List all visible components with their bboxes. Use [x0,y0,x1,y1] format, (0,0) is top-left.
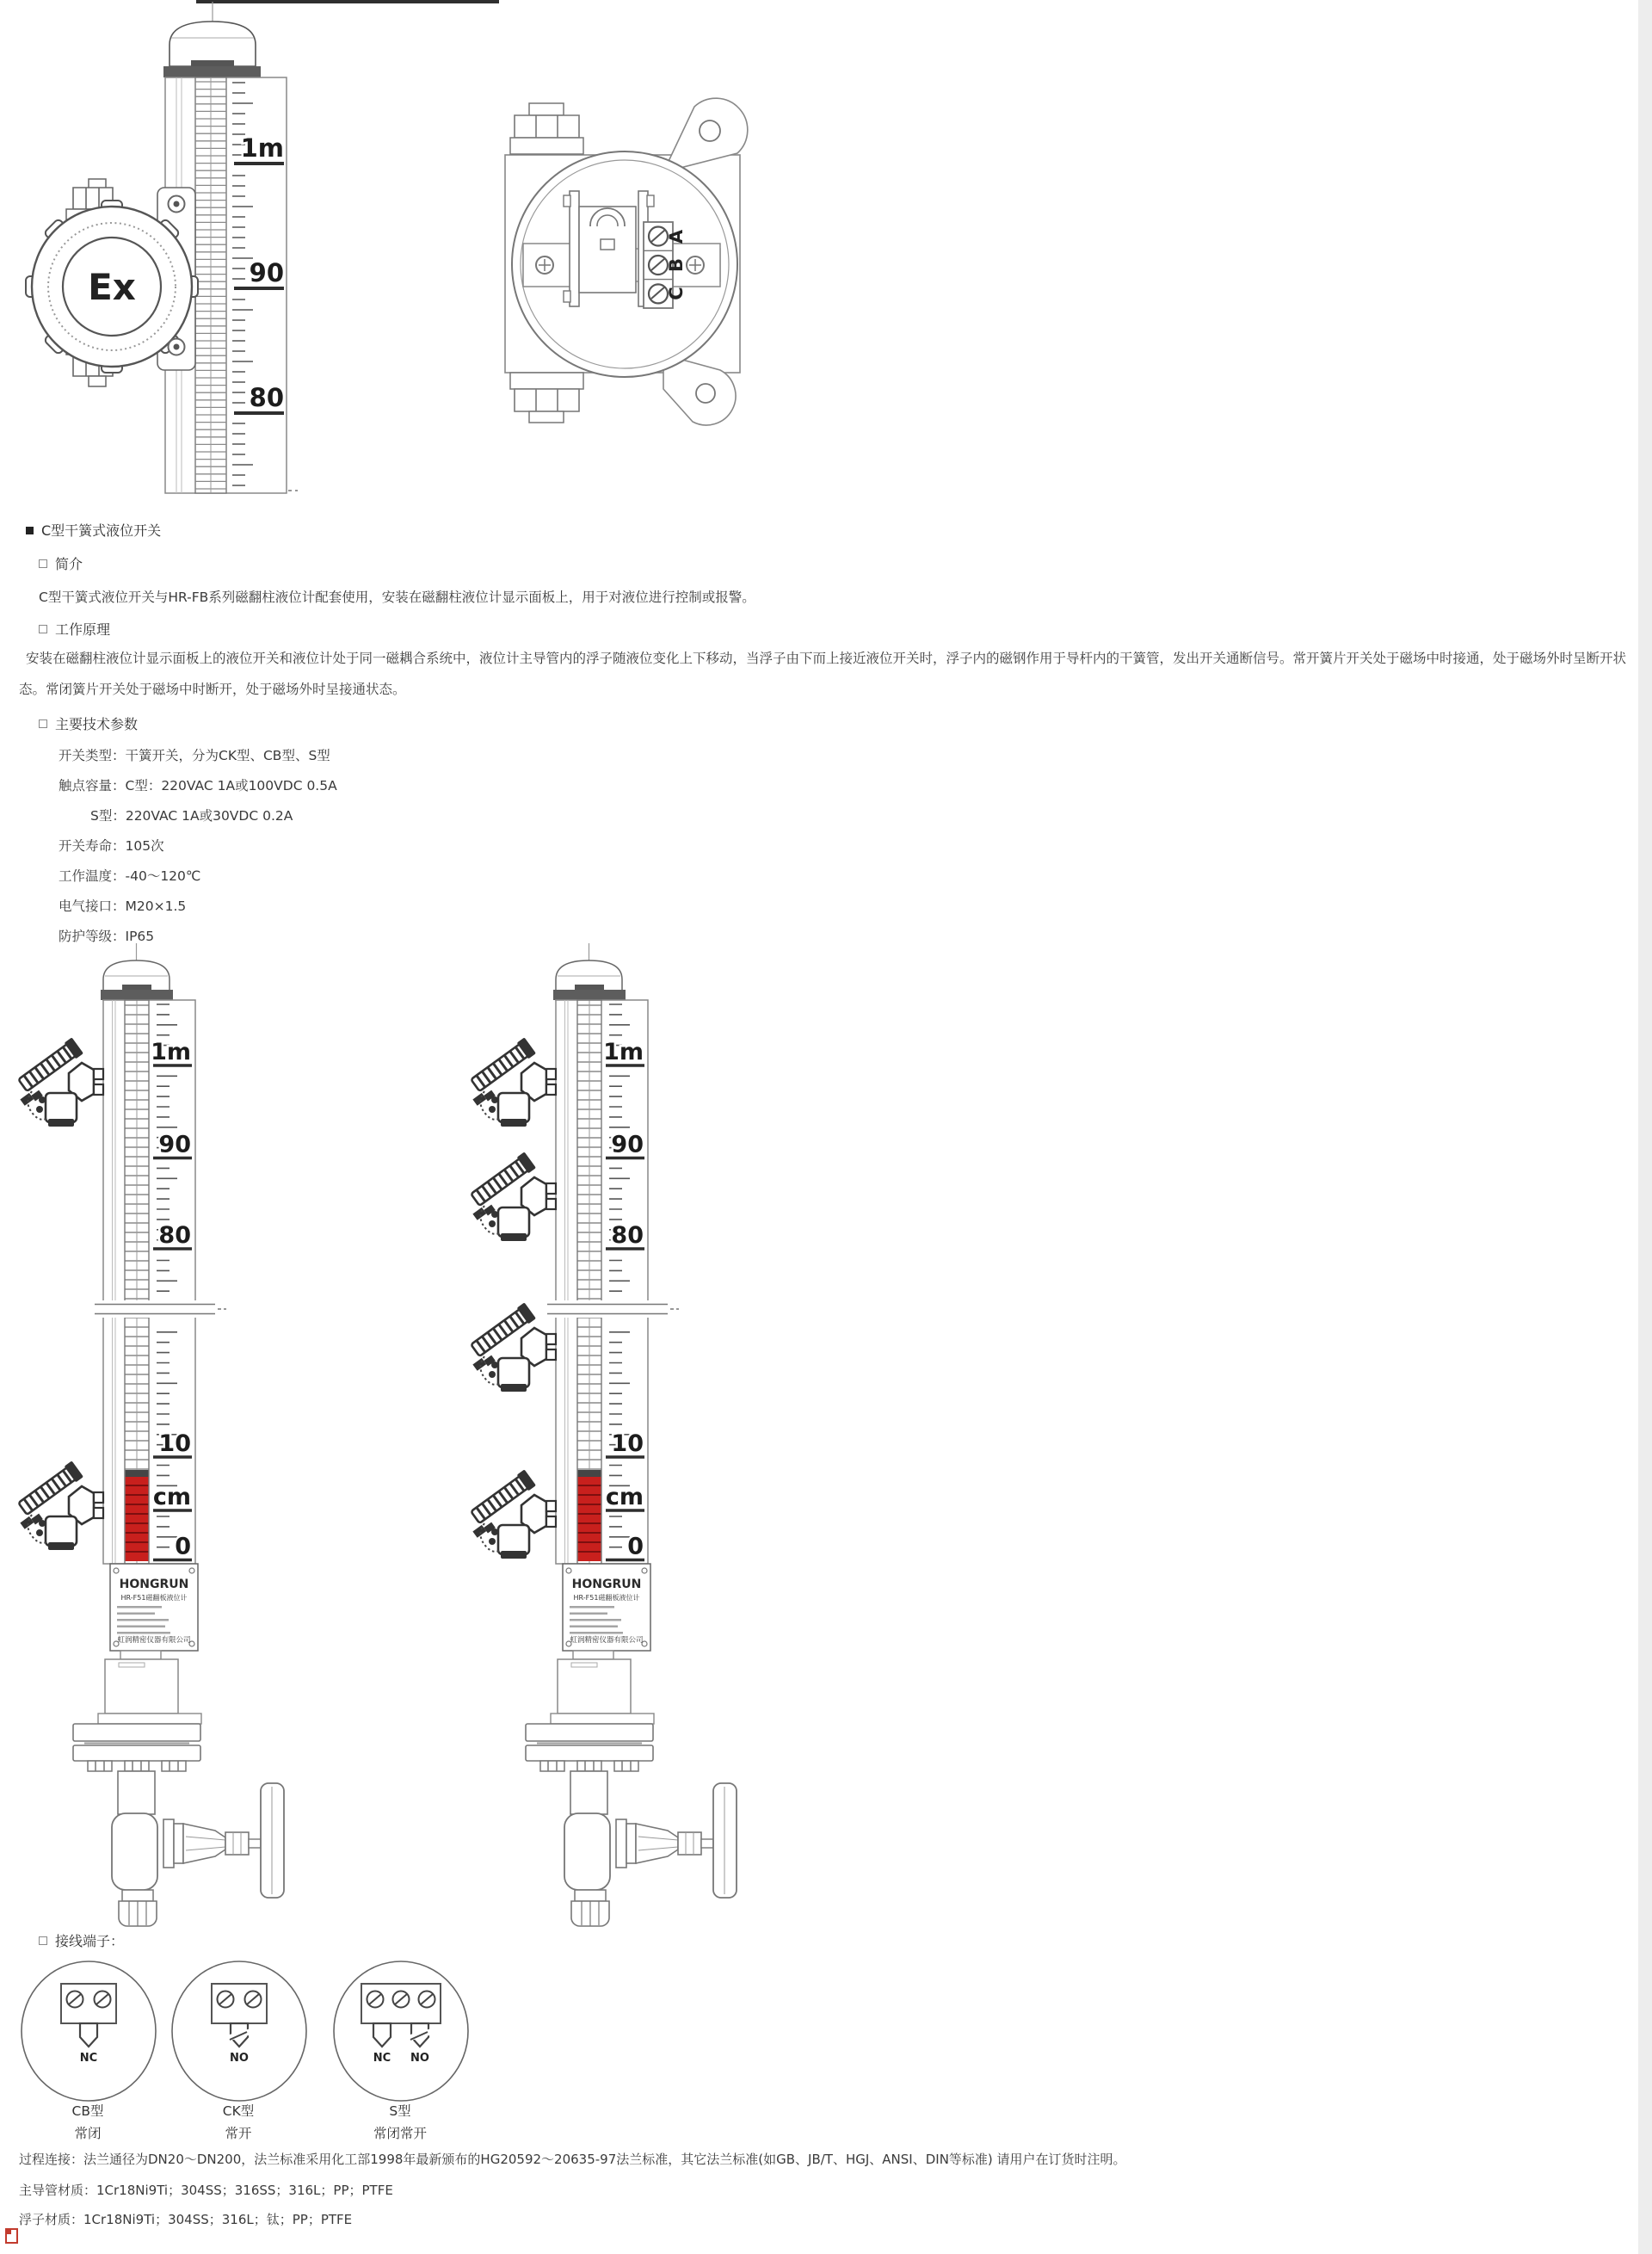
solid-bullet-icon [26,527,34,534]
principle-heading-label: 工作原理 [55,621,111,638]
scale-label: 0 [627,1533,644,1560]
terminal-diagram-s [332,1960,470,2103]
footer-process-connection: 过程连接：法兰通径为DN20～DN200，法兰标准采用化工部1998年最新颁布的HG20592～20635-97法兰标准，其它法兰标准(如GB、JB/T、HGJ、ANSI、DIN等标准) 请用户在订货时注明。 [19,2152,1126,2167]
terminals-heading-label: 接线端子： [55,1933,125,1949]
ex-label: Ex [88,266,136,308]
mount-ear-hole [700,120,720,141]
pin-label-no: NO [230,2052,249,2065]
terminal-state-cb: 常闭 [74,2126,102,2141]
footer-tube-material: 主导管材质：1Cr18Ni9Ti；304SS；316SS；316L；PP；PTFE [19,2183,393,2198]
gauge-with-ex-switch-drawing [7,0,299,534]
param-electrical-interface: 电气接口：M20×1.5 [59,899,187,914]
nameplate-company: 虹润精密仪器有限公司 [570,1636,644,1645]
principle-heading [39,619,110,639]
nameplate-company: 虹润精密仪器有限公司 [117,1636,191,1645]
pin-label-no: NO [410,2052,429,2065]
terminal-type-ck: CK型 [222,2103,255,2119]
param-switch-type: 开关类型：干簧开关，分为CK型、CB型、S型 [59,748,330,763]
hollow-bullet-icon [39,719,47,728]
c-type-switch-device [461,1302,556,1392]
terminal-type-s: S型 [389,2103,411,2119]
terminal-label-c: C [666,287,687,300]
nameplate-brand: HONGRUN [119,1578,189,1591]
scale-label: 10 [158,1430,191,1457]
drain-valve [564,1771,737,1926]
scale-label: 90 [158,1131,191,1158]
params-heading [39,713,138,733]
level-gauge-drawing-right [474,940,758,1930]
terminal-diagram-cb [20,1960,157,2103]
scale-label-90: 90 [249,258,284,287]
page-edge-strip [1638,0,1652,2254]
c-type-switch-device [9,1037,103,1127]
hollow-bullet-icon [39,559,47,568]
section-title [26,520,161,540]
switch-housing-open-drawing [503,43,761,430]
param-contact-rating-s: S型：220VAC 1A或30VDC 0.2A [90,808,293,824]
level-gauge-drawing-left [22,940,305,1930]
scale-label: 0 [175,1533,191,1560]
scale-label: cm [152,1484,191,1510]
terminal-label-a: A [666,229,687,244]
scale-label: 90 [611,1131,644,1158]
nameplate-model: HR-F51磁翻板液位计 [120,1594,188,1602]
nameplate-model: HR-F51磁翻板液位计 [573,1594,640,1602]
nameplate-brand: HONGRUN [571,1578,642,1591]
param-protection-class: 防护等级：IP65 [59,929,155,944]
param-working-temperature: 工作温度：-40～120℃ [59,868,201,884]
intro-heading-label: 简介 [55,556,83,572]
hollow-bullet-icon [39,625,47,633]
scale-label: 1m [151,1039,191,1065]
flange [526,1724,653,1771]
param-contact-rating-c: 触点容量：C型：220VAC 1A或100VDC 0.5A [59,778,337,794]
params-heading-label: 主要技术参数 [55,716,139,732]
hollow-bullet-icon [39,1936,47,1945]
scale-label-80: 80 [249,383,284,412]
terminal-type-cb: CB型 [71,2103,104,2119]
nameplate [110,1564,198,1651]
c-type-switch-device [461,1469,556,1559]
terminal-label-b: B [666,257,687,273]
param-switch-life: 开关寿命：105次 [59,838,164,854]
broken-image-icon [5,2228,18,2244]
terminals-heading [39,1930,124,1950]
c-type-switch-device [461,1152,556,1241]
c-type-switch-device [9,1460,103,1550]
intro-text: C型干簧式液位开关与HR-FB系列磁翻柱液位计配套使用，安装在磁翻柱液位计显示面板上，用于对液位进行控制或报警。 [39,590,755,605]
pin-label-nc: NC [79,2052,98,2065]
terminal-state-s: 常闭常开 [373,2126,427,2141]
scale-label: 80 [611,1222,644,1249]
principle-text: 安装在磁翻柱液位计显示面板上的液位开关和液位计处于同一磁耦合系统中，液位计主导管内的浮子随液位变化上下移动，当浮子由下而上接近液位开关时，浮子内的磁钢作用于导杆内的干簧管，发出开关通断信号。常开簧片开关处于磁场中时接通，处于磁场外时呈断开状态。常闭簧片开关处于磁场中时断开，处于磁场外时呈接通状态。 [19,651,1627,697]
scale-label: 10 [611,1430,644,1457]
footer-float-material: 浮子材质：1Cr18Ni9Ti；304SS；316L；钛；PP；PTFE [19,2212,353,2227]
scale-label-1m: 1m [240,133,284,163]
scale-label: cm [605,1484,644,1510]
intro-heading [39,553,83,573]
scale-label: 1m [603,1039,644,1065]
c-type-switch-device [461,1037,556,1127]
drain-valve [112,1771,284,1926]
terminal-diagram-ck [170,1960,308,2103]
scale-label: 80 [158,1222,191,1249]
flange [73,1724,200,1771]
nameplate [563,1564,650,1651]
terminal-state-ck: 常开 [225,2126,252,2141]
section-title-label: C型干簧式液位开关 [41,522,162,539]
pin-label-nc: NC [373,2052,391,2065]
